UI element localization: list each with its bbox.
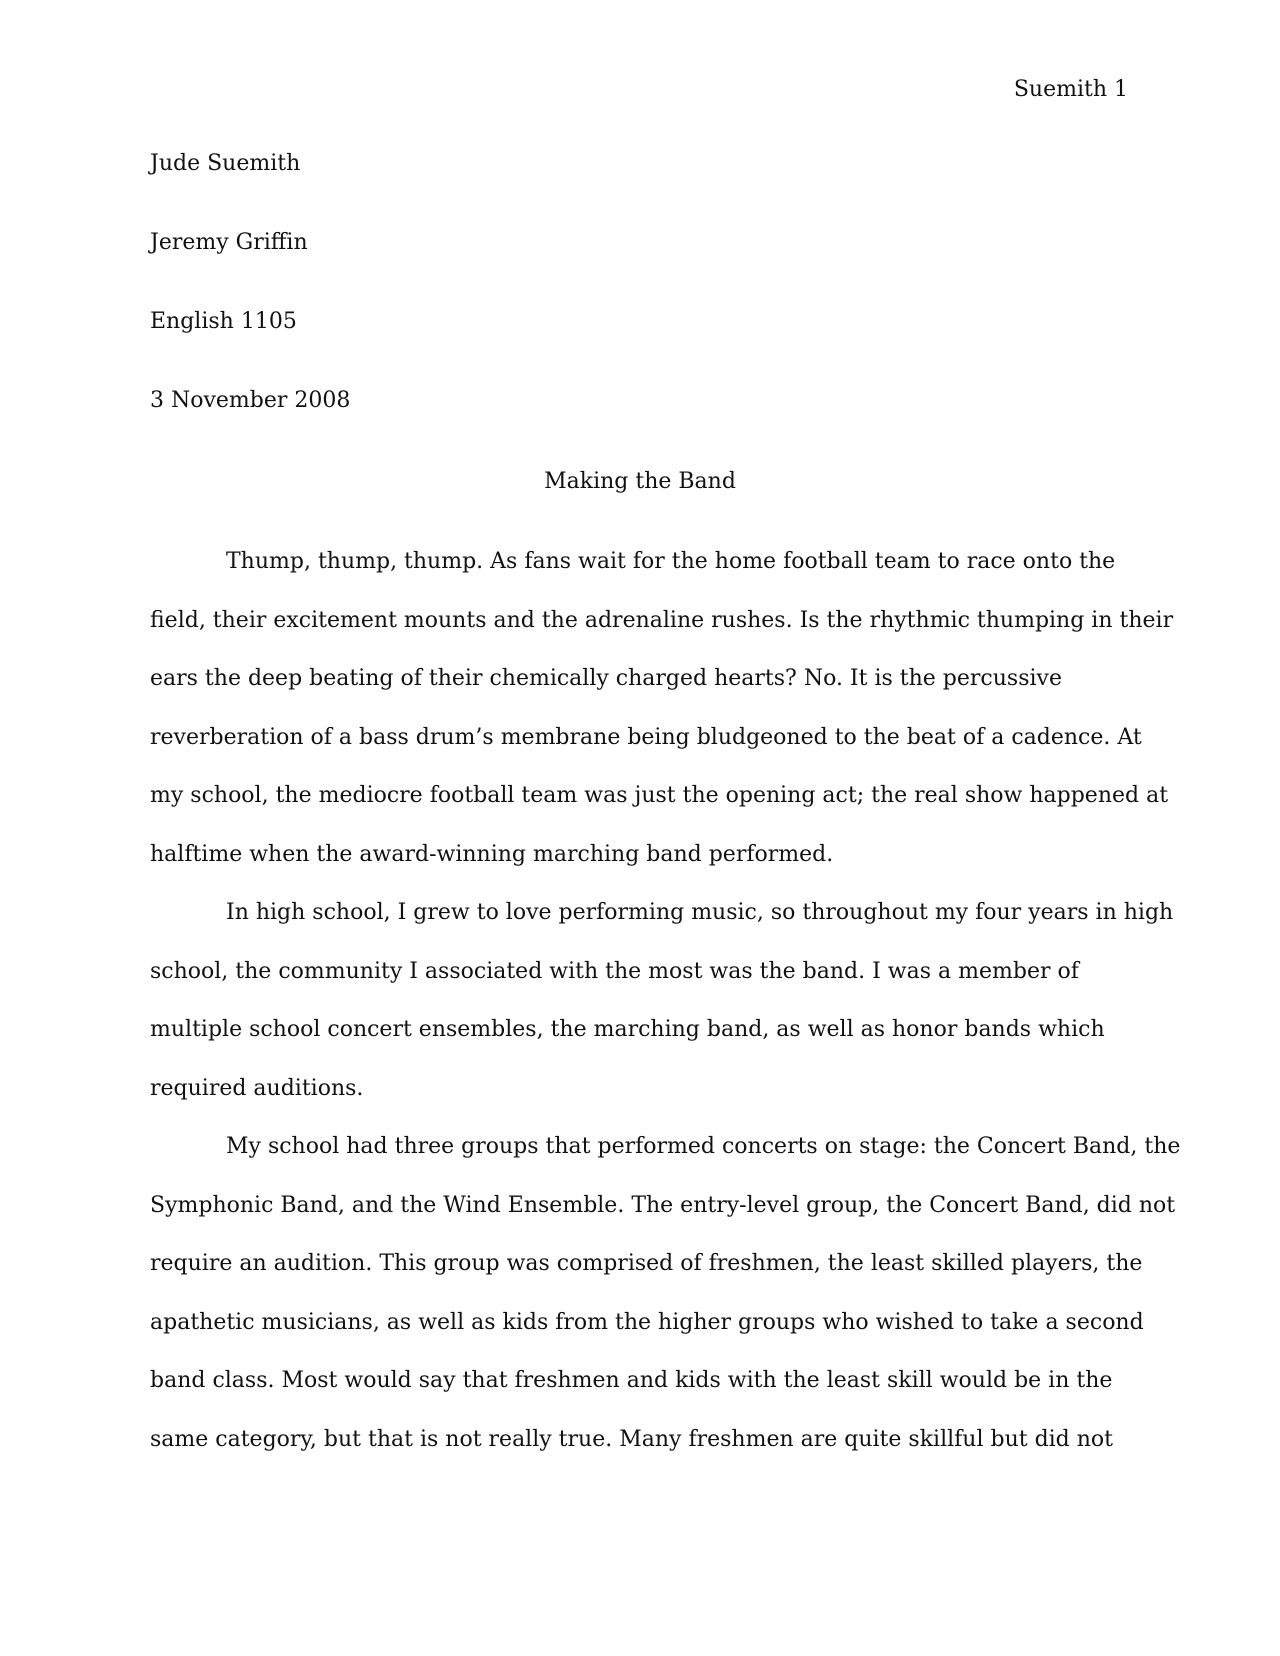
author-name: Jude Suemith (150, 151, 301, 176)
instructor-name: Jeremy Griffin (150, 230, 308, 255)
paragraph-line: multiple school concert ensembles, the marching band, as well as honor bands which (150, 1017, 1105, 1042)
paragraph-line: my school, the mediocre football team was just the opening act; the real show happened at (150, 783, 1169, 808)
document-date: 3 November 2008 (150, 388, 351, 413)
course-name: English 1105 (150, 309, 297, 334)
paragraph-3 (150, 1131, 1181, 1456)
paragraph-line: Thump, thump, thump. As fans wait for the home football team to race onto the (226, 549, 1116, 574)
paragraph-line: require an audition. This group was comprised of freshmen, the least skilled players, the (150, 1251, 1143, 1276)
paragraph-line: same category, but that is not really true. Many freshmen are quite skillful but did not (150, 1426, 1114, 1452)
paragraph-line: reverberation of a bass drum’s membrane being bludgeoned to the beat of a cadence. At (150, 724, 1142, 750)
paragraph-line: Symphonic Band, and the Wind Ensemble. The entry-level group, the Concert Band, did not (150, 1192, 1176, 1218)
paragraph-line: required auditions. (150, 1075, 364, 1101)
paragraph-line: apathetic musicians, as well as kids from the higher groups who wished to take a second (150, 1309, 1144, 1335)
paragraph-line: field, their excitement mounts and the adrenaline rushes. Is the rhythmic thumping in their (150, 607, 1174, 633)
paragraph-2 (150, 897, 1174, 1105)
paragraph-line: band class. Most would say that freshmen and kids with the least skill would be in the (150, 1368, 1113, 1393)
document-meta (150, 148, 1130, 464)
paragraph-line: In high school, I grew to love performing music, so throughout my four years in high (226, 900, 1174, 925)
paragraph-1 (150, 546, 1174, 871)
paragraph-line: halftime when the award-winning marching band performed. (150, 841, 834, 867)
paragraph-line: school, the community I associated with the most was the band. I was a member of (150, 958, 1079, 984)
document-title: Making the Band (544, 469, 736, 494)
page-header: Suemith 1 (1013, 77, 1128, 102)
paragraph-line: ears the deep beating of their chemically charged hearts? No. It is the percussive (150, 666, 1062, 691)
paragraph-line: My school had three groups that performed concerts on stage: the Concert Band, the (226, 1134, 1181, 1159)
document-body (150, 546, 1181, 1482)
